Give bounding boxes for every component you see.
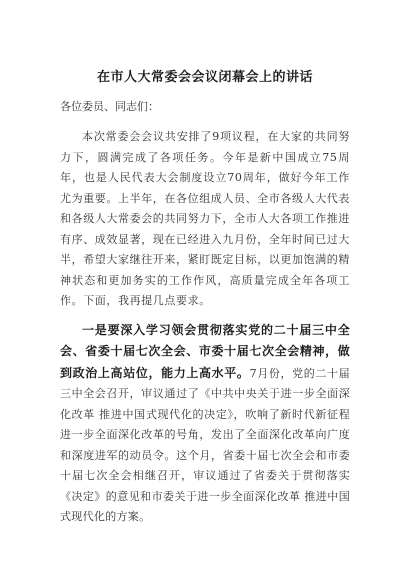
paragraph-intro-text: 本次常委会会议共安排了9项议程，在大家的共同努力下，圆满完成了各项任务。今年是新中国成立75周年，也是人民代表大会制度设立70周年，做好今年工作尤为重要。上半年，在各位组成人员、全市各级人大代表和各级人大常委会的共同努力下，全市人大各项工作推进有序、成效显著，现在已经进入九月份，全年时间已过大半，希望大家继往开来，紧盯既定目标，以更加饱满的精神状态和更加务实的工作作风，高质量完成全年各项工作。下面，我再提几点要求。 [60, 130, 350, 307]
paragraph-intro [60, 127, 350, 312]
paragraph-point-one [60, 320, 350, 528]
document-title: 在市人大常委会会议闭幕会上的讲话 [96, 70, 313, 85]
paragraph-point-one-text: 7月份，党的二十届三中全会召开，审议通过了《中共中央关于进一步全面深化改革 推进中国式现代化的决定》，吹响了新时代新征程进一步全面深化改革的号角，发出了全面深化改革向广度和深度进军的动员令。这个月，省委十届七次全会和市委十届七次全会相继召开，审议通过了省委关于贯彻落实《决定》的意见和市委关于进一步全面深化改革 推进中国式现代化的方案。 [60, 366, 350, 523]
paragraph-point-one-lead: 一是要深入学习领会贯彻落实党的二十届三中全会、省委十届七次全会、市委十届七次全会精神，做到政治上高站位，能力上高水平。 [60, 322, 350, 380]
salutation: 各位委员、同志们： [60, 100, 159, 113]
